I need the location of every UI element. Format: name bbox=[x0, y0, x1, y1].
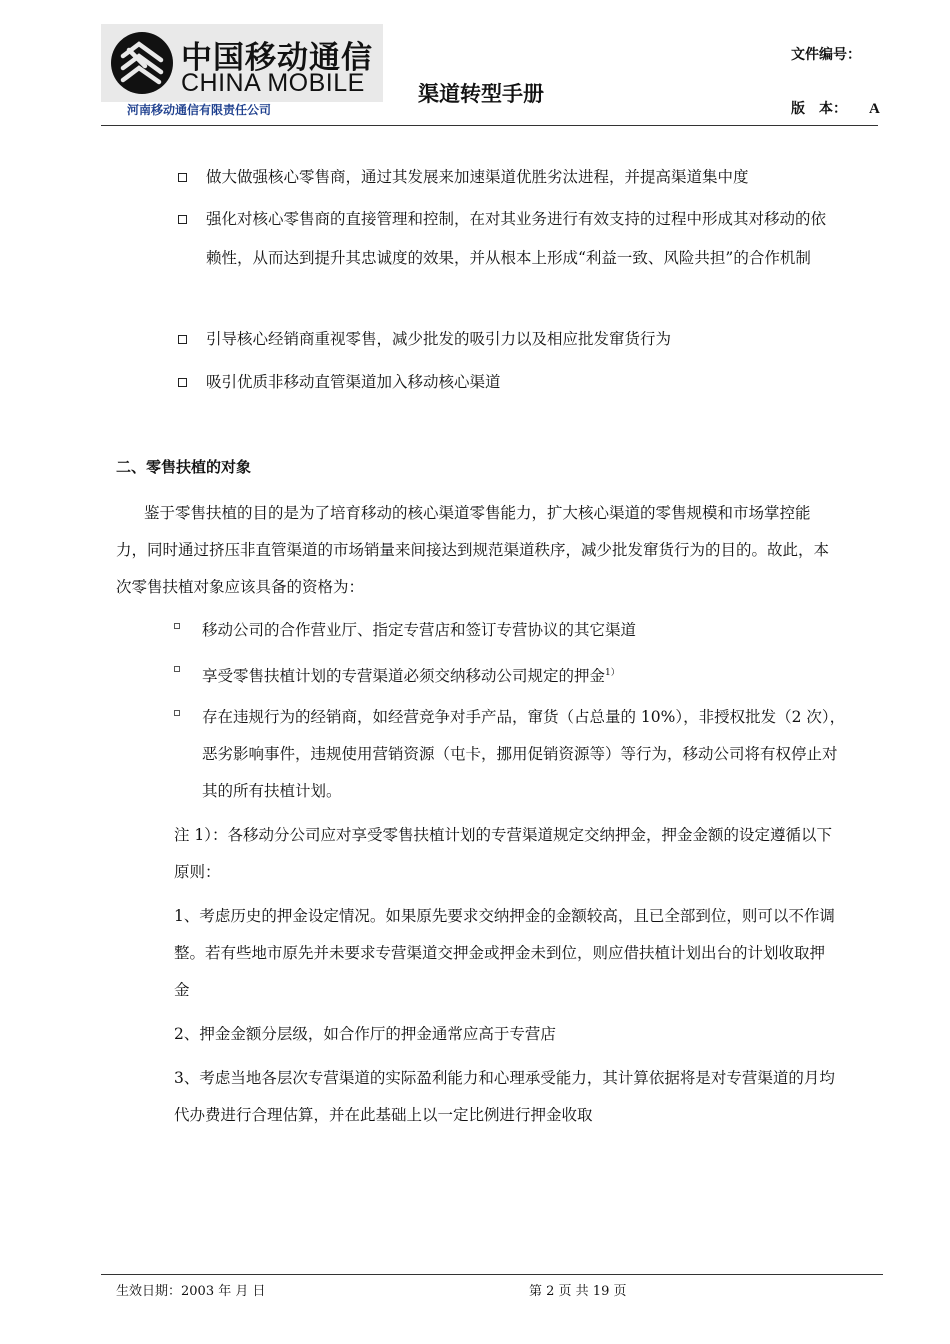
china-mobile-logo-icon bbox=[109, 30, 175, 96]
section-intro: 鉴于零售扶植的目的是为了培育移动的核心渠道零售能力，扩大核心渠道的零售规模和市场掌控能力，同时通过挤压非直管渠道的市场销量来间接达到规范渠道秩序，减少批发窜货行为的目的。故此，本次零售扶植对象应该具备的资格为： bbox=[116, 504, 830, 596]
small-square-bullet-icon bbox=[174, 710, 180, 716]
company-logo bbox=[101, 24, 383, 102]
square-bullet-icon bbox=[178, 378, 187, 387]
header-divider bbox=[101, 125, 878, 126]
rule-item: 3、考虑当地各层次专营渠道的实际盈利能力和心理承受能力，其计算依据将是对专营渠道的月均代办费进行合理估算，并在此基础上以一定比例进行押金收取 bbox=[174, 1069, 835, 1124]
square-bullet-icon bbox=[178, 215, 187, 224]
effective-date: 生效日期：2003 年 月 日 bbox=[116, 1284, 266, 1299]
file-number-label: 文件编号： bbox=[791, 47, 861, 63]
small-square-bullet-icon bbox=[174, 666, 180, 672]
list-item: 强化对核心零售商的直接管理和控制，在对其业务进行有效支持的过程中形成其对移动的依赖性，从而达到提升其忠诚度的效果，并从根本上形成“利益一致、风险共担”的合作机制 bbox=[178, 200, 838, 278]
version-line bbox=[791, 98, 880, 118]
version-label: 版 本： bbox=[791, 101, 847, 117]
square-bullet-icon bbox=[178, 335, 187, 344]
section-heading: 二、零售扶植的对象 bbox=[116, 458, 252, 476]
list-item: 引导核心经销商重视零售，减少批发的吸引力以及相应批发窜货行为 bbox=[178, 320, 838, 359]
list-item: 吸引优质非移动直管渠道加入移动核心渠道 bbox=[178, 363, 838, 402]
rule-item: 1、考虑历史的押金设定情况。如果原先要求交纳押金的金额较高，且已全部到位，则可以不作调整。若有些地市原先并未要求专营渠道交押金或押金未到位，则应借扶植计划出台的计划收取押金 bbox=[174, 907, 835, 999]
square-bullet-icon bbox=[178, 173, 187, 182]
company-name: 河南移动通信有限责任公司 bbox=[127, 103, 272, 117]
rule-item: 2、押金金额分层级，如合作厅的押金通常应高于专营店 bbox=[174, 1025, 556, 1043]
list-item: 做大做强核心零售商，通过其发展来加速渠道优胜劣汰进程，并提高渠道集中度 bbox=[178, 158, 838, 197]
logo-english-text: CHINA MOBILE bbox=[181, 69, 365, 97]
document-title: 渠道转型手册 bbox=[418, 82, 544, 106]
footer-divider bbox=[101, 1274, 883, 1275]
logo-chinese-text: 中国移动通信 bbox=[181, 40, 373, 76]
version-value: A bbox=[869, 101, 880, 117]
list-item: 存在违规行为的经销商，如经营竞争对手产品，窜货（占总量的 10%），非授权批发（2 次），恶劣影响事件，违规使用营销资源（屯卡，挪用促销资源等）等行为，移动公司将有权停止对其的所有扶植计划。 bbox=[174, 699, 849, 810]
list-item: 享受零售扶植计划的专营渠道必须交纳移动公司规定的押金$^{1)}$ bbox=[174, 655, 849, 695]
small-square-bullet-icon bbox=[174, 623, 180, 629]
page-number: 第 2 页 共 19 页 bbox=[529, 1284, 627, 1299]
footnote-ref: 1） bbox=[605, 668, 620, 678]
footnote-note: 注 1）：各移动分公司应对享受零售扶植计划的专营渠道规定交纳押金，押金金额的设定遵循以下原则： bbox=[174, 826, 833, 881]
list-item: 移动公司的合作营业厅、指定专营店和签订专营协议的其它渠道 bbox=[174, 612, 849, 649]
